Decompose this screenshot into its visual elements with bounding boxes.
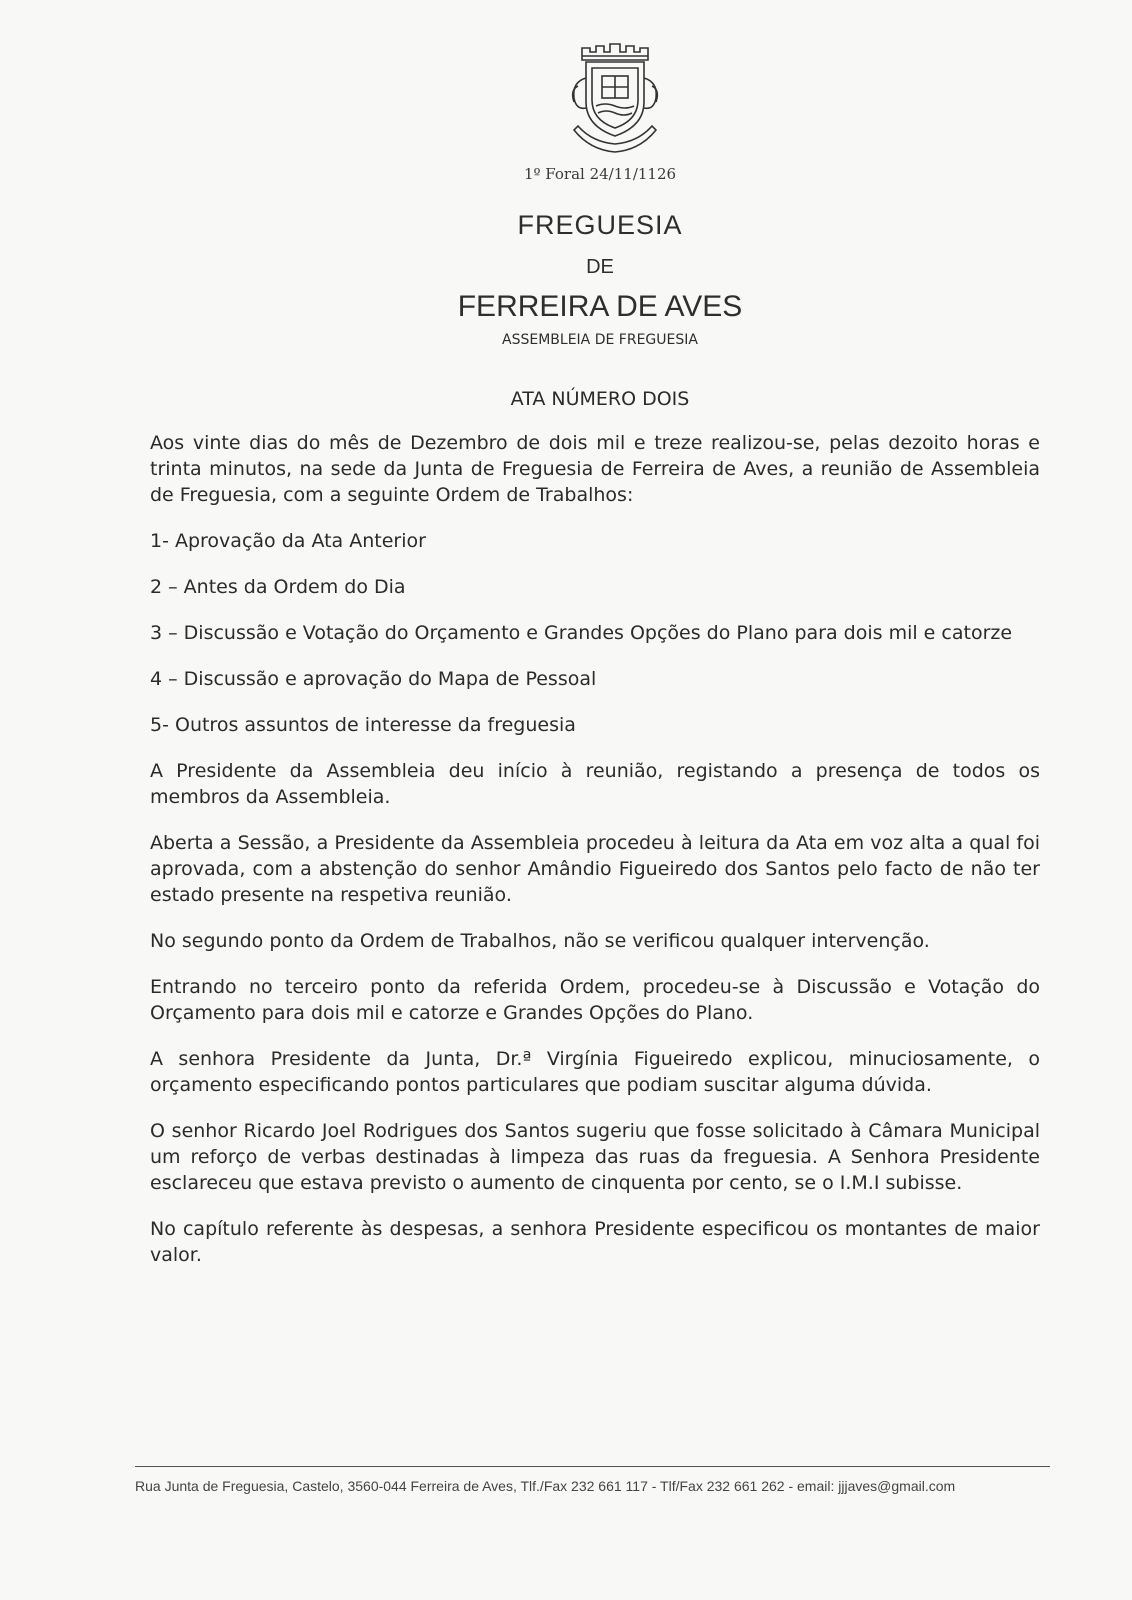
agenda-item: 2 – Antes da Ordem do Dia bbox=[150, 576, 406, 598]
title-freguesia: FREGUESIA bbox=[517, 210, 683, 240]
agenda-item: 4 – Discussão e aprovação do Mapa de Pessoal bbox=[150, 668, 597, 690]
footer-divider bbox=[135, 1466, 1050, 1467]
minutes-title: ATA NÚMERO DOIS bbox=[510, 388, 690, 410]
footer-address: Rua Junta de Freguesia, Castelo, 3560-044 Ferreira de Aves, Tlf./Fax 232 661 117 - Tlf/Fax 232 661 262 - email: jjjaves@gmail.com bbox=[135, 1478, 956, 1494]
body-paragraph: Aberta a Sessão, a Presidente da Assembleia procedeu à leitura da Ata em voz alta a qual foi aprovada, com a abstenção do senhor Amândio Figueiredo dos Santos pelo facto de não ter estado presente na respetiva reunião. bbox=[150, 832, 1040, 906]
intro-paragraph: Aos vinte dias do mês de Dezembro de dois mil e treze realizou-se, pelas dezoito horas e trinta minutos, na sede da Junta de Freguesia de Ferreira de Aves, a reunião de Assembleia de Freguesia, com a seguinte Ordem de Trabalhos: bbox=[150, 432, 1040, 506]
parish-coat-of-arms-icon bbox=[560, 38, 670, 158]
body-paragraph: A Presidente da Assembleia deu início à reunião, registando a presença de todos os membros da Assembleia. bbox=[150, 760, 1040, 808]
body-paragraph: No capítulo referente às despesas, a senhora Presidente especificou os montantes de maior valor. bbox=[150, 1218, 1040, 1266]
body-paragraph: A senhora Presidente da Junta, Dr.ª Virgínia Figueiredo explicou, minuciosamente, o orçamento especificando pontos particulares que podiam suscitar alguma dúvida. bbox=[150, 1048, 1040, 1096]
assembly-subtitle: ASSEMBLEIA DE FREGUESIA bbox=[502, 332, 698, 348]
title-de: DE bbox=[586, 256, 614, 278]
body-paragraph: No segundo ponto da Ordem de Trabalhos, não se verificou qualquer intervenção. bbox=[150, 930, 930, 952]
title-parish-name: FERREIRA DE AVES bbox=[457, 290, 743, 323]
foral-date: 1º Foral 24/11/1126 bbox=[523, 165, 677, 183]
body-paragraph: Entrando no terceiro ponto da referida Ordem, procedeu-se à Discussão e Votação do Orçamento para dois mil e catorze e Grandes Opções do Plano. bbox=[150, 976, 1040, 1024]
body-paragraph: O senhor Ricardo Joel Rodrigues dos Santos sugeriu que fosse solicitado à Câmara Municipal um reforço de verbas destinadas à limpeza das ruas da freguesia. A Senhora Presidente esclareceu que estava previsto o aumento de cinquenta por cento, se o I.M.I subisse. bbox=[150, 1120, 1040, 1194]
agenda-item: 5- Outros assuntos de interesse da freguesia bbox=[150, 714, 576, 736]
minutes-body bbox=[150, 430, 1040, 1288]
agenda-item: 3 – Discussão e Votação do Orçamento e Grandes Opções do Plano para dois mil e catorze bbox=[150, 622, 1013, 644]
agenda-item: 1- Aprovação da Ata Anterior bbox=[150, 530, 426, 552]
